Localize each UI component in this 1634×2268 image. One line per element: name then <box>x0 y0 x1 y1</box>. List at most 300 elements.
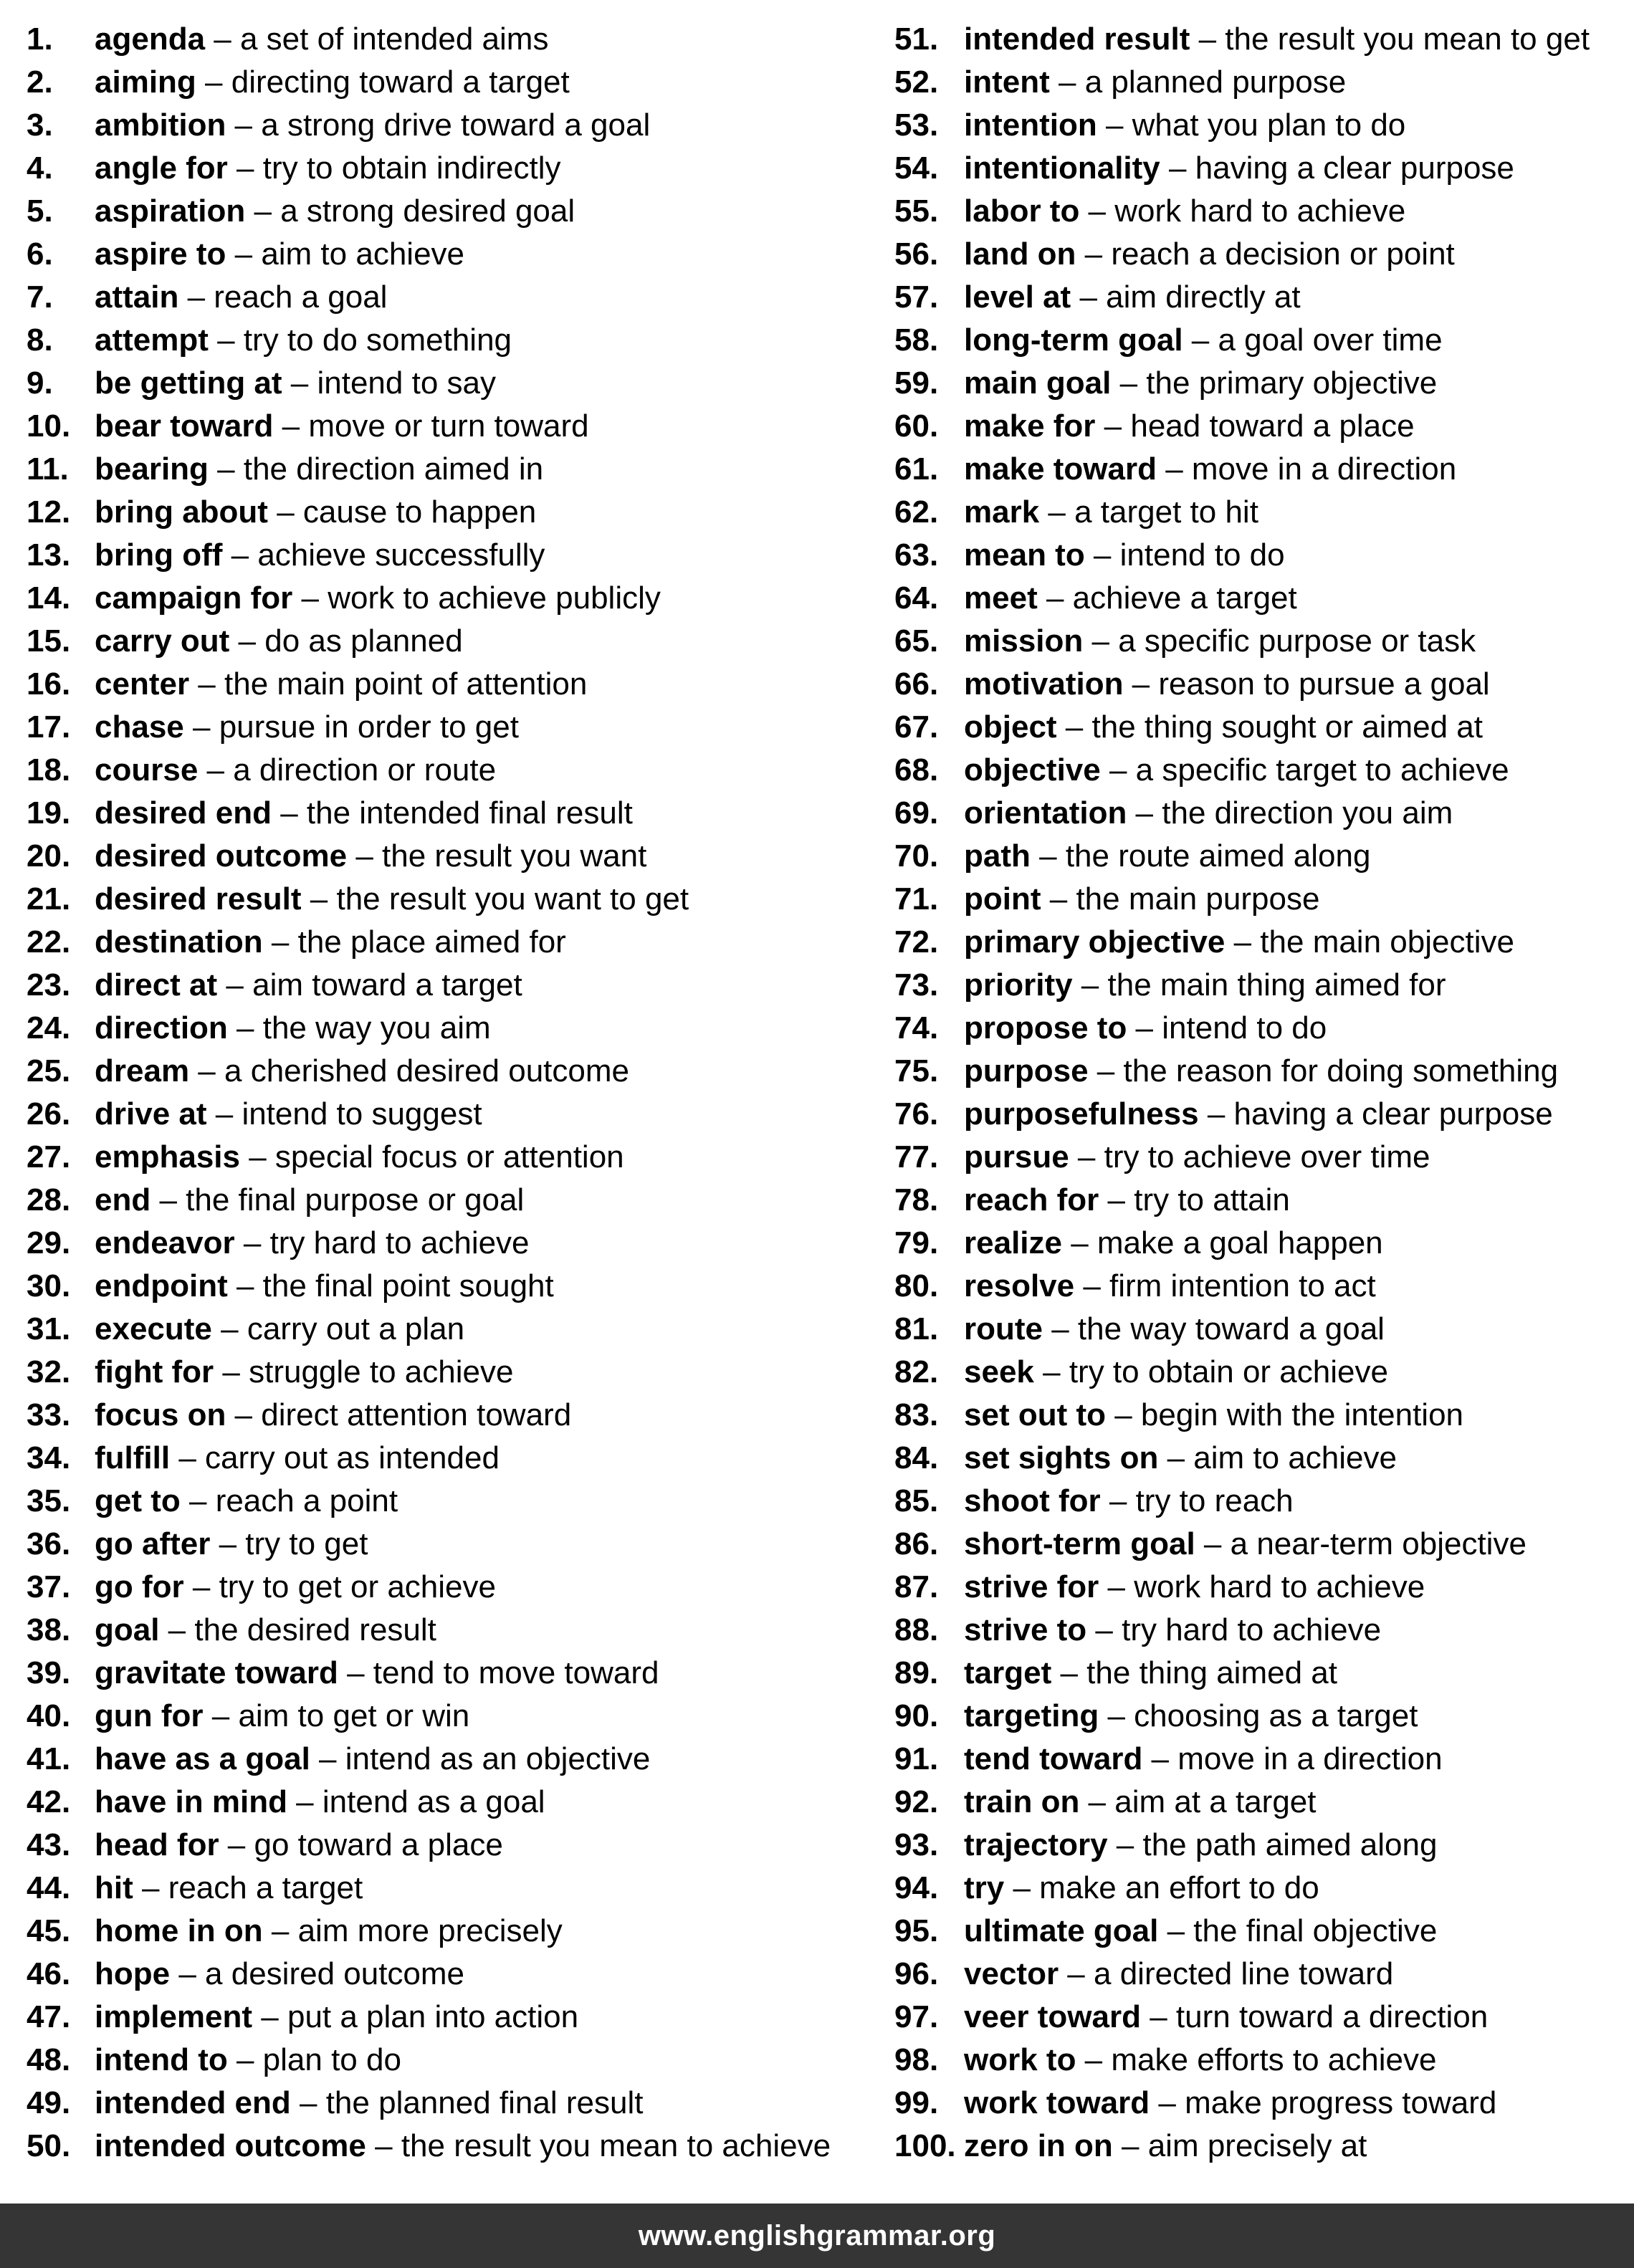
item-definition: try to reach <box>1135 1483 1294 1518</box>
list-item <box>894 276 1633 319</box>
item-term: reach for <box>964 1182 1099 1217</box>
item-term: focus on <box>95 1397 226 1432</box>
item-definition: intend as a goal <box>322 1784 545 1819</box>
item-number: 8. <box>27 322 53 358</box>
item-definition: head toward a place <box>1130 408 1415 444</box>
list-item <box>27 921 858 964</box>
item-separator: – <box>217 967 253 1003</box>
item-definition: try to obtain or achieve <box>1069 1354 1388 1389</box>
item-number: 90. <box>894 1698 939 1733</box>
item-term: head for <box>95 1827 219 1862</box>
item-number: 15. <box>27 623 71 659</box>
item-entry <box>964 18 1590 61</box>
item-term: strive to <box>964 1612 1087 1647</box>
item-entry <box>95 190 575 233</box>
item-term: orientation <box>964 795 1127 831</box>
item-number: 6. <box>27 236 53 272</box>
list-item <box>27 1824 858 1867</box>
item-entry <box>964 878 1319 921</box>
list-item <box>27 1093 858 1136</box>
item-definition: try hard to achieve <box>269 1225 530 1260</box>
item-definition: the place aimed for <box>297 924 566 960</box>
item-entry <box>964 104 1405 147</box>
item-term: set out to <box>964 1397 1106 1432</box>
item-term: aspire to <box>95 236 226 272</box>
item-definition: tend to move toward <box>373 1655 659 1690</box>
item-definition: direct attention toward <box>261 1397 572 1432</box>
item-separator: – <box>180 1483 216 1518</box>
item-separator: – <box>198 752 234 788</box>
item-entry <box>95 1007 491 1050</box>
item-separator: – <box>227 1010 263 1046</box>
item-definition: a strong desired goal <box>280 193 575 229</box>
item-term: intentionality <box>964 150 1160 186</box>
item-separator: – <box>1072 967 1108 1003</box>
item-term: strive for <box>964 1569 1099 1604</box>
item-number: 73. <box>894 967 939 1003</box>
item-entry <box>964 491 1258 534</box>
item-separator: – <box>170 1956 206 1991</box>
item-definition: the main objective <box>1260 924 1514 960</box>
list-item <box>27 1996 858 2039</box>
item-separator: – <box>183 709 219 745</box>
item-number: 57. <box>894 279 939 315</box>
item-definition: put a plan into action <box>287 1999 579 2034</box>
list-item <box>894 792 1633 835</box>
item-number: 98. <box>894 2042 939 2077</box>
item-entry <box>95 1222 530 1265</box>
item-number: 94. <box>894 1870 939 1905</box>
list-item <box>894 362 1633 405</box>
item-term: aiming <box>95 64 196 100</box>
item-term: object <box>964 709 1057 745</box>
item-entry <box>95 1523 368 1566</box>
list-item <box>894 577 1633 620</box>
item-entry <box>964 1480 1294 1523</box>
item-separator: – <box>208 451 244 487</box>
item-separator: – <box>1088 1053 1124 1088</box>
word-list-right-column <box>894 18 1633 2168</box>
list-item <box>27 2039 858 2082</box>
list-item <box>27 104 858 147</box>
list-item <box>27 1523 858 1566</box>
list-item <box>894 1394 1633 1437</box>
item-definition: work hard to achieve <box>1134 1569 1425 1604</box>
item-separator: – <box>1150 2085 1185 2120</box>
item-entry <box>95 878 689 921</box>
item-definition: a strong drive toward a goal <box>261 107 651 143</box>
item-separator: – <box>1041 881 1076 917</box>
list-item <box>27 448 858 491</box>
item-term: intended end <box>95 2085 291 2120</box>
item-definition: the planned final result <box>325 2085 644 2120</box>
list-item <box>27 749 858 792</box>
item-number: 63. <box>894 537 939 573</box>
item-definition: work to achieve publicly <box>328 580 661 616</box>
item-separator: – <box>1190 21 1226 57</box>
list-item <box>27 190 858 233</box>
list-item <box>894 147 1633 190</box>
item-definition: try to do something <box>243 322 512 358</box>
item-term: center <box>95 666 190 702</box>
item-entry <box>964 1523 1526 1566</box>
item-definition: firm intention to act <box>1109 1268 1376 1303</box>
footer-bar <box>0 2204 1634 2268</box>
item-definition: reach a point <box>215 1483 398 1518</box>
item-term: desired outcome <box>95 838 348 874</box>
item-separator: – <box>273 408 309 444</box>
item-number: 53. <box>894 107 939 143</box>
item-number: 56. <box>894 236 939 272</box>
list-item <box>27 319 858 362</box>
item-term: aspiration <box>95 193 246 229</box>
item-term: home in on <box>95 1913 263 1948</box>
item-term: go after <box>95 1526 211 1561</box>
list-item <box>894 405 1633 448</box>
item-definition: the final point sought <box>262 1268 554 1303</box>
list-item <box>27 1910 858 1953</box>
list-item <box>894 1781 1633 1824</box>
item-definition: a cherished desired outcome <box>224 1053 629 1088</box>
item-number: 80. <box>894 1268 939 1303</box>
item-number: 77. <box>894 1139 939 1174</box>
item-definition: a target to hit <box>1074 494 1258 530</box>
item-separator: – <box>159 1612 195 1647</box>
item-separator: – <box>206 1096 242 1131</box>
item-entry <box>95 921 566 964</box>
item-number: 100. <box>894 2128 956 2163</box>
item-separator: – <box>287 1784 322 1819</box>
item-separator: – <box>1100 752 1136 788</box>
list-item <box>27 1609 858 1652</box>
list-item <box>27 663 858 706</box>
item-number: 2. <box>27 64 53 100</box>
item-definition: the way you aim <box>262 1010 491 1046</box>
item-definition: move or turn toward <box>308 408 589 444</box>
item-number: 35. <box>27 1483 71 1518</box>
item-term: attain <box>95 279 179 315</box>
item-number: 32. <box>27 1354 71 1389</box>
item-term: intended outcome <box>95 2128 366 2163</box>
list-item <box>894 1523 1633 1566</box>
item-separator: – <box>1225 924 1261 960</box>
item-term: hit <box>95 1870 133 1905</box>
item-entry <box>964 405 1415 448</box>
item-number: 89. <box>894 1655 939 1690</box>
item-definition: intend to say <box>317 365 496 401</box>
item-definition: work hard to achieve <box>1114 193 1406 229</box>
item-entry <box>964 663 1490 706</box>
item-definition: try hard to achieve <box>1122 1612 1382 1647</box>
item-definition: the way toward a goal <box>1077 1311 1385 1346</box>
item-term: implement <box>95 1999 253 2034</box>
item-number: 39. <box>27 1655 71 1690</box>
item-definition: plan to do <box>262 2042 401 2077</box>
item-entry <box>964 921 1514 964</box>
item-definition: try to get <box>245 1526 368 1561</box>
item-term: mean to <box>964 537 1085 573</box>
item-definition: a near-term objective <box>1230 1526 1526 1561</box>
item-definition: try to attain <box>1134 1182 1290 1217</box>
item-separator: – <box>1095 408 1131 444</box>
word-list-left-column <box>27 18 858 2168</box>
item-entry <box>95 2125 831 2168</box>
item-definition: reach a target <box>168 1870 363 1905</box>
item-number: 17. <box>27 709 71 745</box>
item-definition: the primary objective <box>1146 365 1438 401</box>
item-separator: – <box>301 881 337 917</box>
list-item <box>27 61 858 104</box>
item-number: 96. <box>894 1956 939 1991</box>
item-separator: – <box>1112 2128 1148 2163</box>
list-item <box>27 792 858 835</box>
item-entry <box>95 2082 643 2125</box>
item-term: propose to <box>964 1010 1127 1046</box>
list-item <box>894 1308 1633 1351</box>
item-entry <box>95 1179 524 1222</box>
item-number: 74. <box>894 1010 939 1046</box>
item-term: gun for <box>95 1698 204 1733</box>
item-separator: – <box>1142 1741 1178 1776</box>
item-separator: – <box>234 1225 270 1260</box>
item-entry <box>964 362 1437 405</box>
item-definition: reach a decision or point <box>1111 236 1455 272</box>
item-term: level at <box>964 279 1071 315</box>
item-number: 81. <box>894 1311 939 1346</box>
item-number: 72. <box>894 924 939 960</box>
item-separator: – <box>292 580 328 616</box>
item-number: 70. <box>894 838 939 874</box>
item-entry <box>964 964 1446 1007</box>
item-entry <box>964 577 1297 620</box>
item-number: 24. <box>27 1010 71 1046</box>
item-number: 52. <box>894 64 939 100</box>
item-definition: aim to achieve <box>1193 1440 1397 1475</box>
list-item <box>894 2082 1633 2125</box>
list-item <box>27 964 858 1007</box>
item-separator: – <box>1158 1440 1194 1475</box>
item-definition: pursue in order to get <box>219 709 519 745</box>
item-separator: – <box>1039 494 1075 530</box>
item-definition: intend to do <box>1119 537 1285 573</box>
item-entry <box>95 749 496 792</box>
item-number: 99. <box>894 2085 939 2120</box>
item-number: 95. <box>894 1913 939 1948</box>
item-entry <box>95 534 545 577</box>
item-number: 82. <box>894 1354 939 1389</box>
item-definition: try to achieve over time <box>1104 1139 1430 1174</box>
item-definition: reach a goal <box>214 279 388 315</box>
item-separator: – <box>178 279 214 315</box>
item-entry <box>95 1867 363 1910</box>
item-entry <box>964 620 1476 663</box>
item-term: mark <box>964 494 1040 530</box>
item-number: 22. <box>27 924 71 960</box>
list-item <box>27 405 858 448</box>
list-item <box>894 1136 1633 1179</box>
list-item <box>894 1437 1633 1480</box>
item-separator: – <box>1107 1827 1143 1862</box>
list-item <box>894 534 1633 577</box>
item-definition: a specific purpose or task <box>1118 623 1476 659</box>
list-item <box>27 706 858 749</box>
item-separator: – <box>1099 1569 1134 1604</box>
item-separator: – <box>1037 580 1073 616</box>
item-term: mission <box>964 623 1084 659</box>
item-entry <box>964 1394 1463 1437</box>
list-item <box>894 233 1633 276</box>
item-entry <box>95 2039 401 2082</box>
list-item <box>27 878 858 921</box>
item-entry <box>964 1953 1393 1996</box>
item-number: 25. <box>27 1053 71 1088</box>
item-entry <box>964 1093 1553 1136</box>
item-entry <box>964 1824 1437 1867</box>
list-item <box>894 835 1633 878</box>
item-entry <box>95 1996 578 2039</box>
item-term: angle for <box>95 150 228 186</box>
item-entry <box>964 319 1443 362</box>
item-number: 86. <box>894 1526 939 1561</box>
list-item <box>894 878 1633 921</box>
item-definition: the thing aimed at <box>1086 1655 1337 1690</box>
item-number: 38. <box>27 1612 71 1647</box>
item-entry <box>95 1609 436 1652</box>
item-definition: try to obtain indirectly <box>262 150 561 186</box>
item-definition: special focus or attention <box>274 1139 624 1174</box>
item-term: fight for <box>95 1354 214 1389</box>
list-item <box>27 1351 858 1394</box>
list-item <box>894 663 1633 706</box>
item-separator: – <box>239 1139 275 1174</box>
item-separator: – <box>310 1741 345 1776</box>
item-entry <box>95 577 661 620</box>
item-definition: turn toward a direction <box>1175 1999 1489 2034</box>
item-term: work toward <box>964 2085 1150 2120</box>
item-definition: the direction aimed in <box>243 451 544 487</box>
list-item <box>894 1222 1633 1265</box>
item-number: 50. <box>27 2128 71 2163</box>
item-separator: – <box>210 1526 246 1561</box>
item-entry <box>964 749 1509 792</box>
item-number: 42. <box>27 1784 71 1819</box>
item-number: 69. <box>894 795 939 831</box>
item-number: 3. <box>27 107 53 143</box>
item-term: short-term goal <box>964 1526 1195 1561</box>
list-item <box>27 1050 858 1093</box>
list-item <box>27 1953 858 1996</box>
item-definition: the main point of attention <box>224 666 588 702</box>
item-entry <box>95 276 387 319</box>
item-separator: – <box>252 1999 287 2034</box>
item-number: 16. <box>27 666 71 702</box>
item-separator: – <box>1061 1225 1097 1260</box>
item-entry <box>95 1953 464 1996</box>
list-item <box>894 2125 1633 2168</box>
item-entry <box>964 1738 1443 1781</box>
item-number: 23. <box>27 967 71 1003</box>
item-separator: – <box>170 1440 206 1475</box>
item-entry <box>95 706 519 749</box>
item-entry <box>95 1480 398 1523</box>
item-term: go for <box>95 1569 184 1604</box>
item-entry <box>964 2082 1496 2125</box>
item-entry <box>95 61 570 104</box>
item-number: 36. <box>27 1526 71 1561</box>
item-entry <box>95 1738 650 1781</box>
item-number: 75. <box>894 1053 939 1088</box>
list-item <box>894 61 1633 104</box>
item-term: shoot for <box>964 1483 1101 1518</box>
item-term: execute <box>95 1311 212 1346</box>
list-item <box>27 1738 858 1781</box>
item-separator: – <box>1030 838 1066 874</box>
list-item <box>27 1308 858 1351</box>
item-separator: – <box>1182 322 1218 358</box>
item-number: 13. <box>27 537 71 573</box>
item-term: try <box>964 1870 1005 1905</box>
item-term: point <box>964 881 1041 917</box>
item-definition: having a clear purpose <box>1233 1096 1553 1131</box>
item-separator: – <box>1086 1612 1122 1647</box>
item-definition: the result you mean to achieve <box>401 2128 831 2163</box>
list-item <box>894 1738 1633 1781</box>
item-entry <box>964 1652 1337 1695</box>
list-item <box>894 1609 1633 1652</box>
item-separator: – <box>1100 1483 1136 1518</box>
list-item <box>27 1265 858 1308</box>
item-term: seek <box>964 1354 1034 1389</box>
item-number: 11. <box>27 451 69 487</box>
item-number: 84. <box>894 1440 939 1475</box>
list-item <box>894 749 1633 792</box>
item-separator: – <box>262 1913 298 1948</box>
item-term: endpoint <box>95 1268 228 1303</box>
item-entry <box>95 319 512 362</box>
list-item <box>894 706 1633 749</box>
item-number: 83. <box>894 1397 939 1432</box>
item-separator: – <box>1123 666 1159 702</box>
item-term: meet <box>964 580 1038 616</box>
item-term: desired end <box>95 795 272 831</box>
item-number: 67. <box>894 709 939 745</box>
item-term: carry out <box>95 623 230 659</box>
item-term: bring off <box>95 537 223 573</box>
list-item <box>27 1566 858 1609</box>
item-entry <box>95 1652 659 1695</box>
list-item <box>27 1652 858 1695</box>
item-definition: make efforts to achieve <box>1111 2042 1437 2077</box>
item-entry <box>964 1695 1418 1738</box>
item-definition: the thing sought or aimed at <box>1091 709 1483 745</box>
item-term: chase <box>95 709 184 745</box>
item-term: direction <box>95 1010 228 1046</box>
item-entry <box>964 1609 1381 1652</box>
item-term: priority <box>964 967 1073 1003</box>
item-entry <box>964 2039 1436 2082</box>
list-item <box>894 319 1633 362</box>
item-separator: – <box>1083 623 1119 659</box>
list-item <box>894 1695 1633 1738</box>
item-definition: a directed line toward <box>1094 1956 1394 1991</box>
item-separator: – <box>214 1354 249 1389</box>
item-definition: directing toward a target <box>231 64 570 100</box>
footer-website-url: www.englishgrammar.org <box>638 2219 996 2252</box>
item-separator: – <box>1056 709 1092 745</box>
item-term: emphasis <box>95 1139 240 1174</box>
item-number: 54. <box>894 150 939 186</box>
item-separator: – <box>366 2128 401 2163</box>
